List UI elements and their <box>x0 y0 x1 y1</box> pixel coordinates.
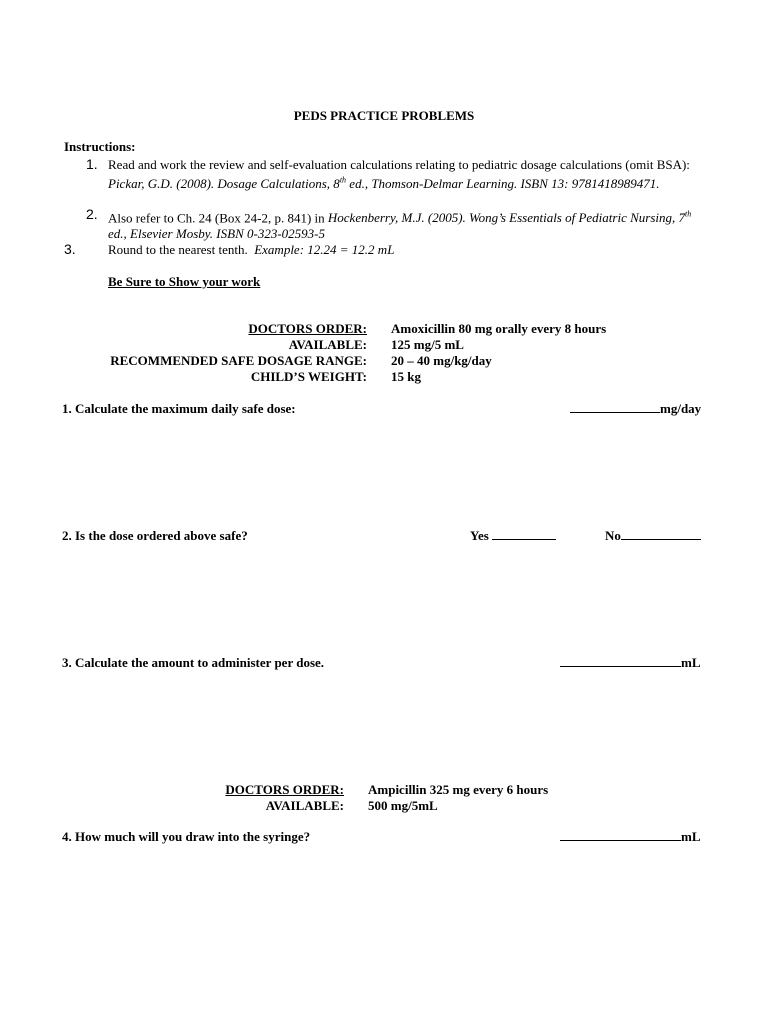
question-2: 2. Is the dose ordered above safe? <box>62 528 248 543</box>
instruction-2-text: Also refer to Ch. 24 (Box 24-2, p. 841) in <box>108 210 325 226</box>
instruction-1-reference: Pickar, G.D. (2008). Dosage Calculations, 8th ed., Thomson-Delmar Learning. ISBN 13: 9781418989471. <box>108 176 660 192</box>
question-2-yes[interactable] <box>470 528 556 544</box>
yes-blank[interactable] <box>492 528 556 540</box>
order1-label-available: AVAILABLE: <box>288 337 367 352</box>
order2-label-doctors-order: DOCTORS ORDER: <box>225 782 344 797</box>
instruction-2 <box>108 207 708 242</box>
instructions-heading: Instructions: <box>64 139 136 154</box>
order1-label-dosage-range: RECOMMENDED SAFE DOSAGE RANGE: <box>110 353 367 368</box>
order1-value-doctors-order: Amoxicillin 80 mg orally every 8 hours <box>391 321 607 336</box>
order1-label-doctors-order: DOCTORS ORDER: <box>248 321 367 336</box>
answer-unit: mL <box>681 829 701 844</box>
order2-value-available: 500 mg/5mL <box>368 798 438 813</box>
order1-value-available: 125 mg/5 mL <box>391 337 464 352</box>
instruction-2-number: 2. <box>86 206 98 222</box>
question-3: 3. Calculate the amount to administer per dose. <box>62 655 325 670</box>
order1-value-dosage-range: 20 – 40 mg/kg/day <box>391 353 492 368</box>
instruction-3-number: 3. <box>64 241 76 257</box>
instruction-3-text: Round to the nearest tenth. <box>108 242 248 257</box>
question-4: 4. How much will you draw into the syringe? <box>62 829 311 844</box>
instruction-1-number: 1. <box>86 156 98 172</box>
order2-value-doctors-order: Ampicillin 325 mg every 6 hours <box>368 782 549 797</box>
answer-blank[interactable] <box>570 401 660 413</box>
answer-unit: mg/day <box>660 401 702 416</box>
instruction-1 <box>108 157 708 192</box>
question-3-answer[interactable] <box>560 655 701 671</box>
yes-label: Yes <box>470 528 489 543</box>
instruction-3 <box>108 242 394 258</box>
no-label: No <box>605 528 621 543</box>
order2-label-available: AVAILABLE: <box>265 798 344 813</box>
instruction-1-text: Read and work the review and self-evaluation calculations relating to pediatric dosage calculations (omit BSA): <box>108 157 690 172</box>
no-blank[interactable] <box>621 528 701 540</box>
question-1: 1. Calculate the maximum daily safe dose: <box>62 401 296 416</box>
show-work-note: Be Sure to Show your work <box>108 274 261 289</box>
question-4-answer[interactable] <box>560 829 701 845</box>
order1-label-weight: CHILD’S WEIGHT: <box>250 369 367 384</box>
order1-value-weight: 15 kg <box>391 369 421 384</box>
answer-unit: mL <box>681 655 701 670</box>
question-2-no[interactable] <box>605 528 701 544</box>
question-1-answer[interactable] <box>570 401 701 417</box>
answer-blank[interactable] <box>560 829 681 841</box>
instruction-3-example: Example: 12.24 = 12.2 mL <box>254 242 395 257</box>
page-title: PEDS PRACTICE PROBLEMS <box>293 108 475 123</box>
instruction-2-reference: Hockenberry, M.J. (2005). Wong’s Essentials of Pediatric Nursing, 7th ed., Elsevier Mosby. ISBN 0-323-02593-5 <box>108 210 692 242</box>
answer-blank[interactable] <box>560 655 681 667</box>
